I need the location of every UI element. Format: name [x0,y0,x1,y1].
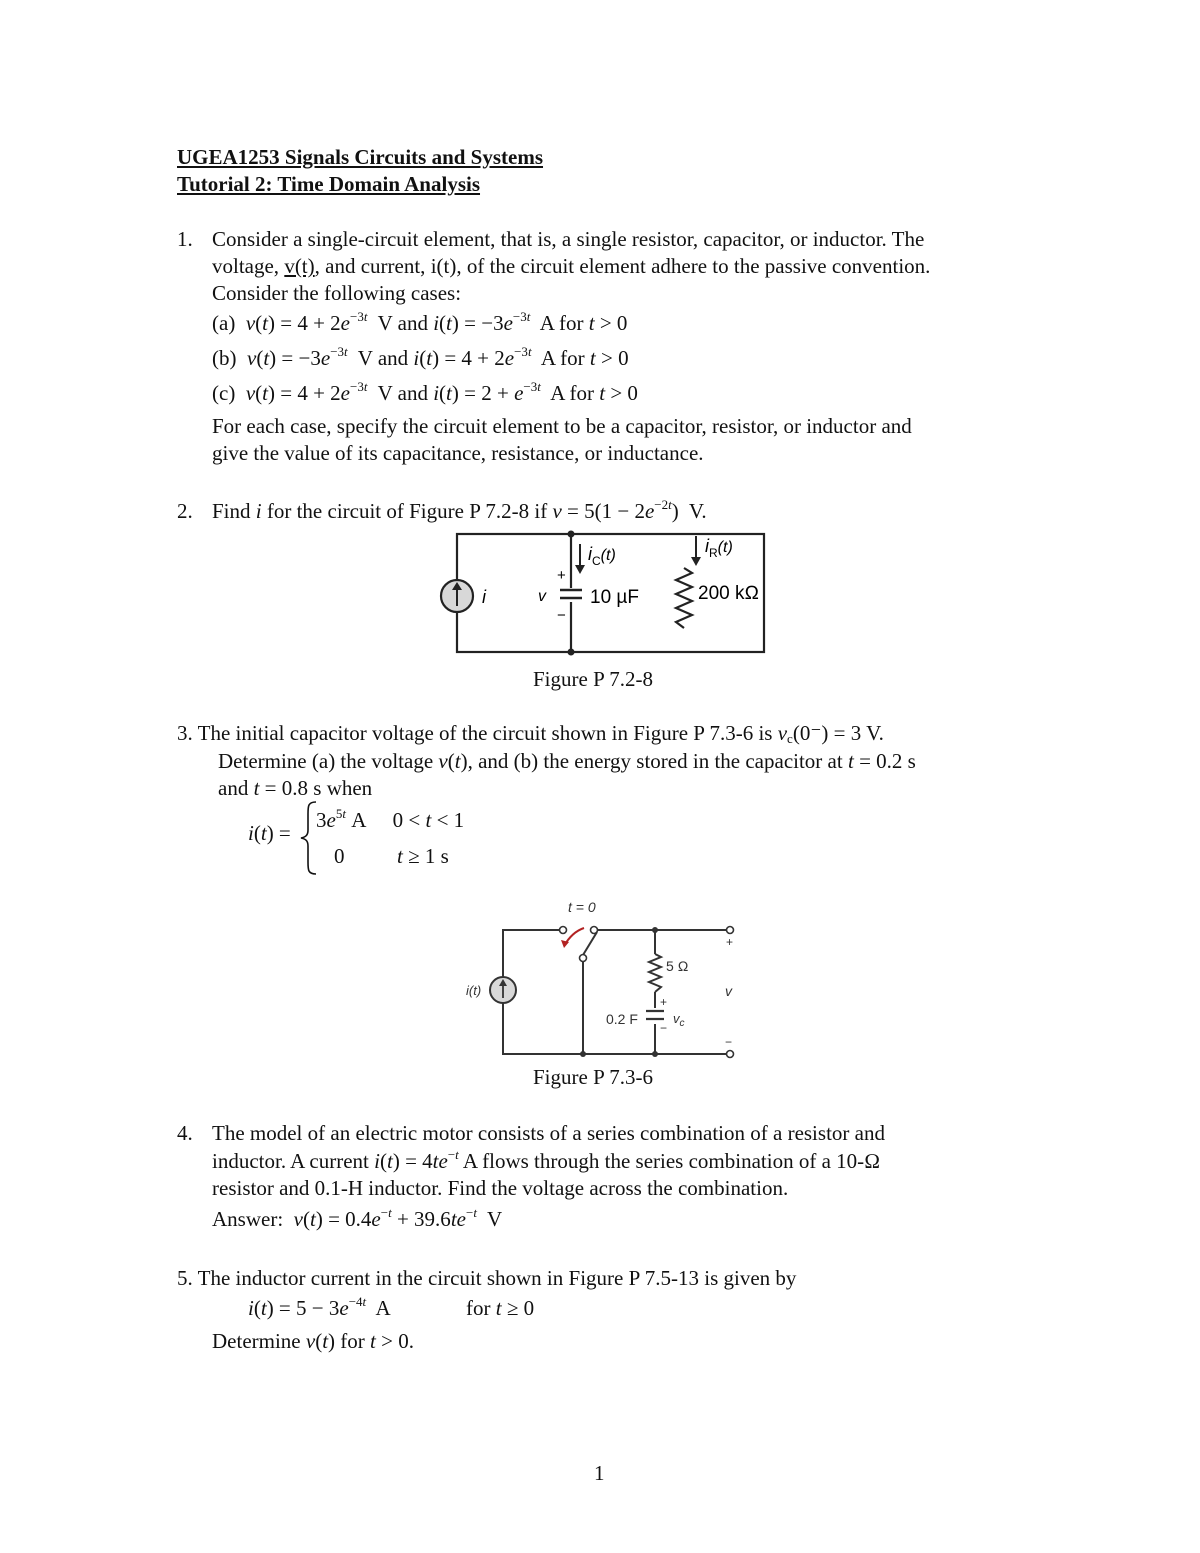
q1-case-c: (c) $v(t) = 4 + 2e^{-3t}$ V and $i(t) = 2 + e^{-3t}$ A for t > 0 [212,379,638,405]
q5-equation: $i(t) = 5 - 3e^{-4t}$ A [248,1294,391,1320]
source-label-i: i [482,587,486,607]
q2-text: Find i for the circuit of Figure P 7.2-8 if $v = 5(1 - 2e^{-2t})$ V. [212,497,707,523]
switch-blade [583,932,597,955]
q1-line1: Consider a single-circuit element, that is, a single resistor, capacitor, or inductor. The [212,227,925,251]
ic-label: $i_C(t)$ [588,544,616,568]
plus-sign: + [557,567,566,584]
circuit-figure-p7-3-6 [460,896,750,1062]
q5-condition: for t ≥ 0 [466,1296,535,1320]
q3-line1: 3. The initial capacitor voltage of the circuit shown in Figure P 7.3-6 is $v_c(0^-) = 3$ V. [177,721,884,746]
vc-minus-sign: − [660,1021,668,1035]
capacitor-value: 10 µF [590,587,639,608]
q1-case-a: (a) $v(t) = 4 + 2e^{-3t}$ V and $i(t) = -3e^{-3t}$ A for t > 0 [212,309,628,335]
course-title: UGEA1253 Signals Circuits and Systems [177,145,544,169]
page-number: 1 [594,1461,605,1485]
ir-label: $i_R(t)$ [705,536,733,560]
resistor-value: 5 Ω [666,958,689,974]
q3-line3: and t = 0.8 s when [218,776,373,800]
q1-line2: voltage, v(t), and current, i(t), of the circuit element adhere to the passive convention. [212,254,931,278]
q3-piecewise-lhs: i(t) = [248,821,291,845]
ic-arrow-icon [575,565,585,574]
q4-number: 4. [177,1121,193,1145]
minus-sign: − [557,607,566,624]
q2-number: 2. [177,499,193,523]
switch-time-label: t = 0 [568,899,596,915]
ir-arrow-icon [691,557,701,566]
figure-caption-p7-2-8: Figure P 7.2-8 [533,667,653,691]
vc-plus-sign: + [660,995,668,1009]
capacitor-value: 0.2 F [606,1011,638,1027]
q4-line1: The model of an electric motor consists of a series combination of a resistor and [212,1121,885,1145]
voltage-label-v: v [538,588,546,605]
resistor-icon [649,954,661,992]
tutorial-title: Tutorial 2: Time Domain Analysis [177,172,481,196]
q1-outro-1: For each case, specify the circuit element to be a capacitor, resistor, or inductor and [212,414,912,438]
circuit-figure-p7-2-8 [430,528,790,660]
q4-line2: inductor. A current $i(t) = 4te^{-t}$ A flows through the series combination of a 10-Ω [212,1147,881,1173]
q4-line3: resistor and 0.1-H inductor. Find the voltage across the combination. [212,1176,789,1200]
q3-piecewise-row2: 0 t ≥ 1 s [334,844,449,868]
q4-answer: Answer: $v(t) = 0.4e^{-t} + 39.6te^{-t}$ V [212,1205,503,1231]
vc-label: $v_c$ [673,1011,685,1029]
resistor-value: 200 kΩ [698,583,760,604]
q3-line2: Determine (a) the voltage v(t), and (b) the energy stored in the capacitor at t = 0.2 s [218,749,916,773]
q1-number: 1. [177,227,193,251]
figure-caption-p7-3-6: Figure P 7.3-6 [533,1065,653,1089]
output-minus-sign: − [725,1035,733,1049]
q1-case-b: (b) $v(t) = -3e^{-3t}$ V and $i(t) = 4 + 2e^{-3t}$ A for t > 0 [212,344,629,370]
q5-line1: 5. The inductor current in the circuit shown in Figure P 7.5-13 is given by [177,1266,797,1290]
q1-outro-2: give the value of its capacitance, resistance, or inductance. [212,441,704,465]
source-label: i(t) [466,983,482,998]
q5-line3: Determine v(t) for t > 0. [212,1329,414,1353]
output-plus-sign: + [726,935,734,949]
q3-piecewise-row1: $3e^{5t}$ A 0 < t < 1 [316,806,465,832]
q1-line3: Consider the following cases: [212,281,462,305]
output-voltage-label: v [725,983,732,999]
